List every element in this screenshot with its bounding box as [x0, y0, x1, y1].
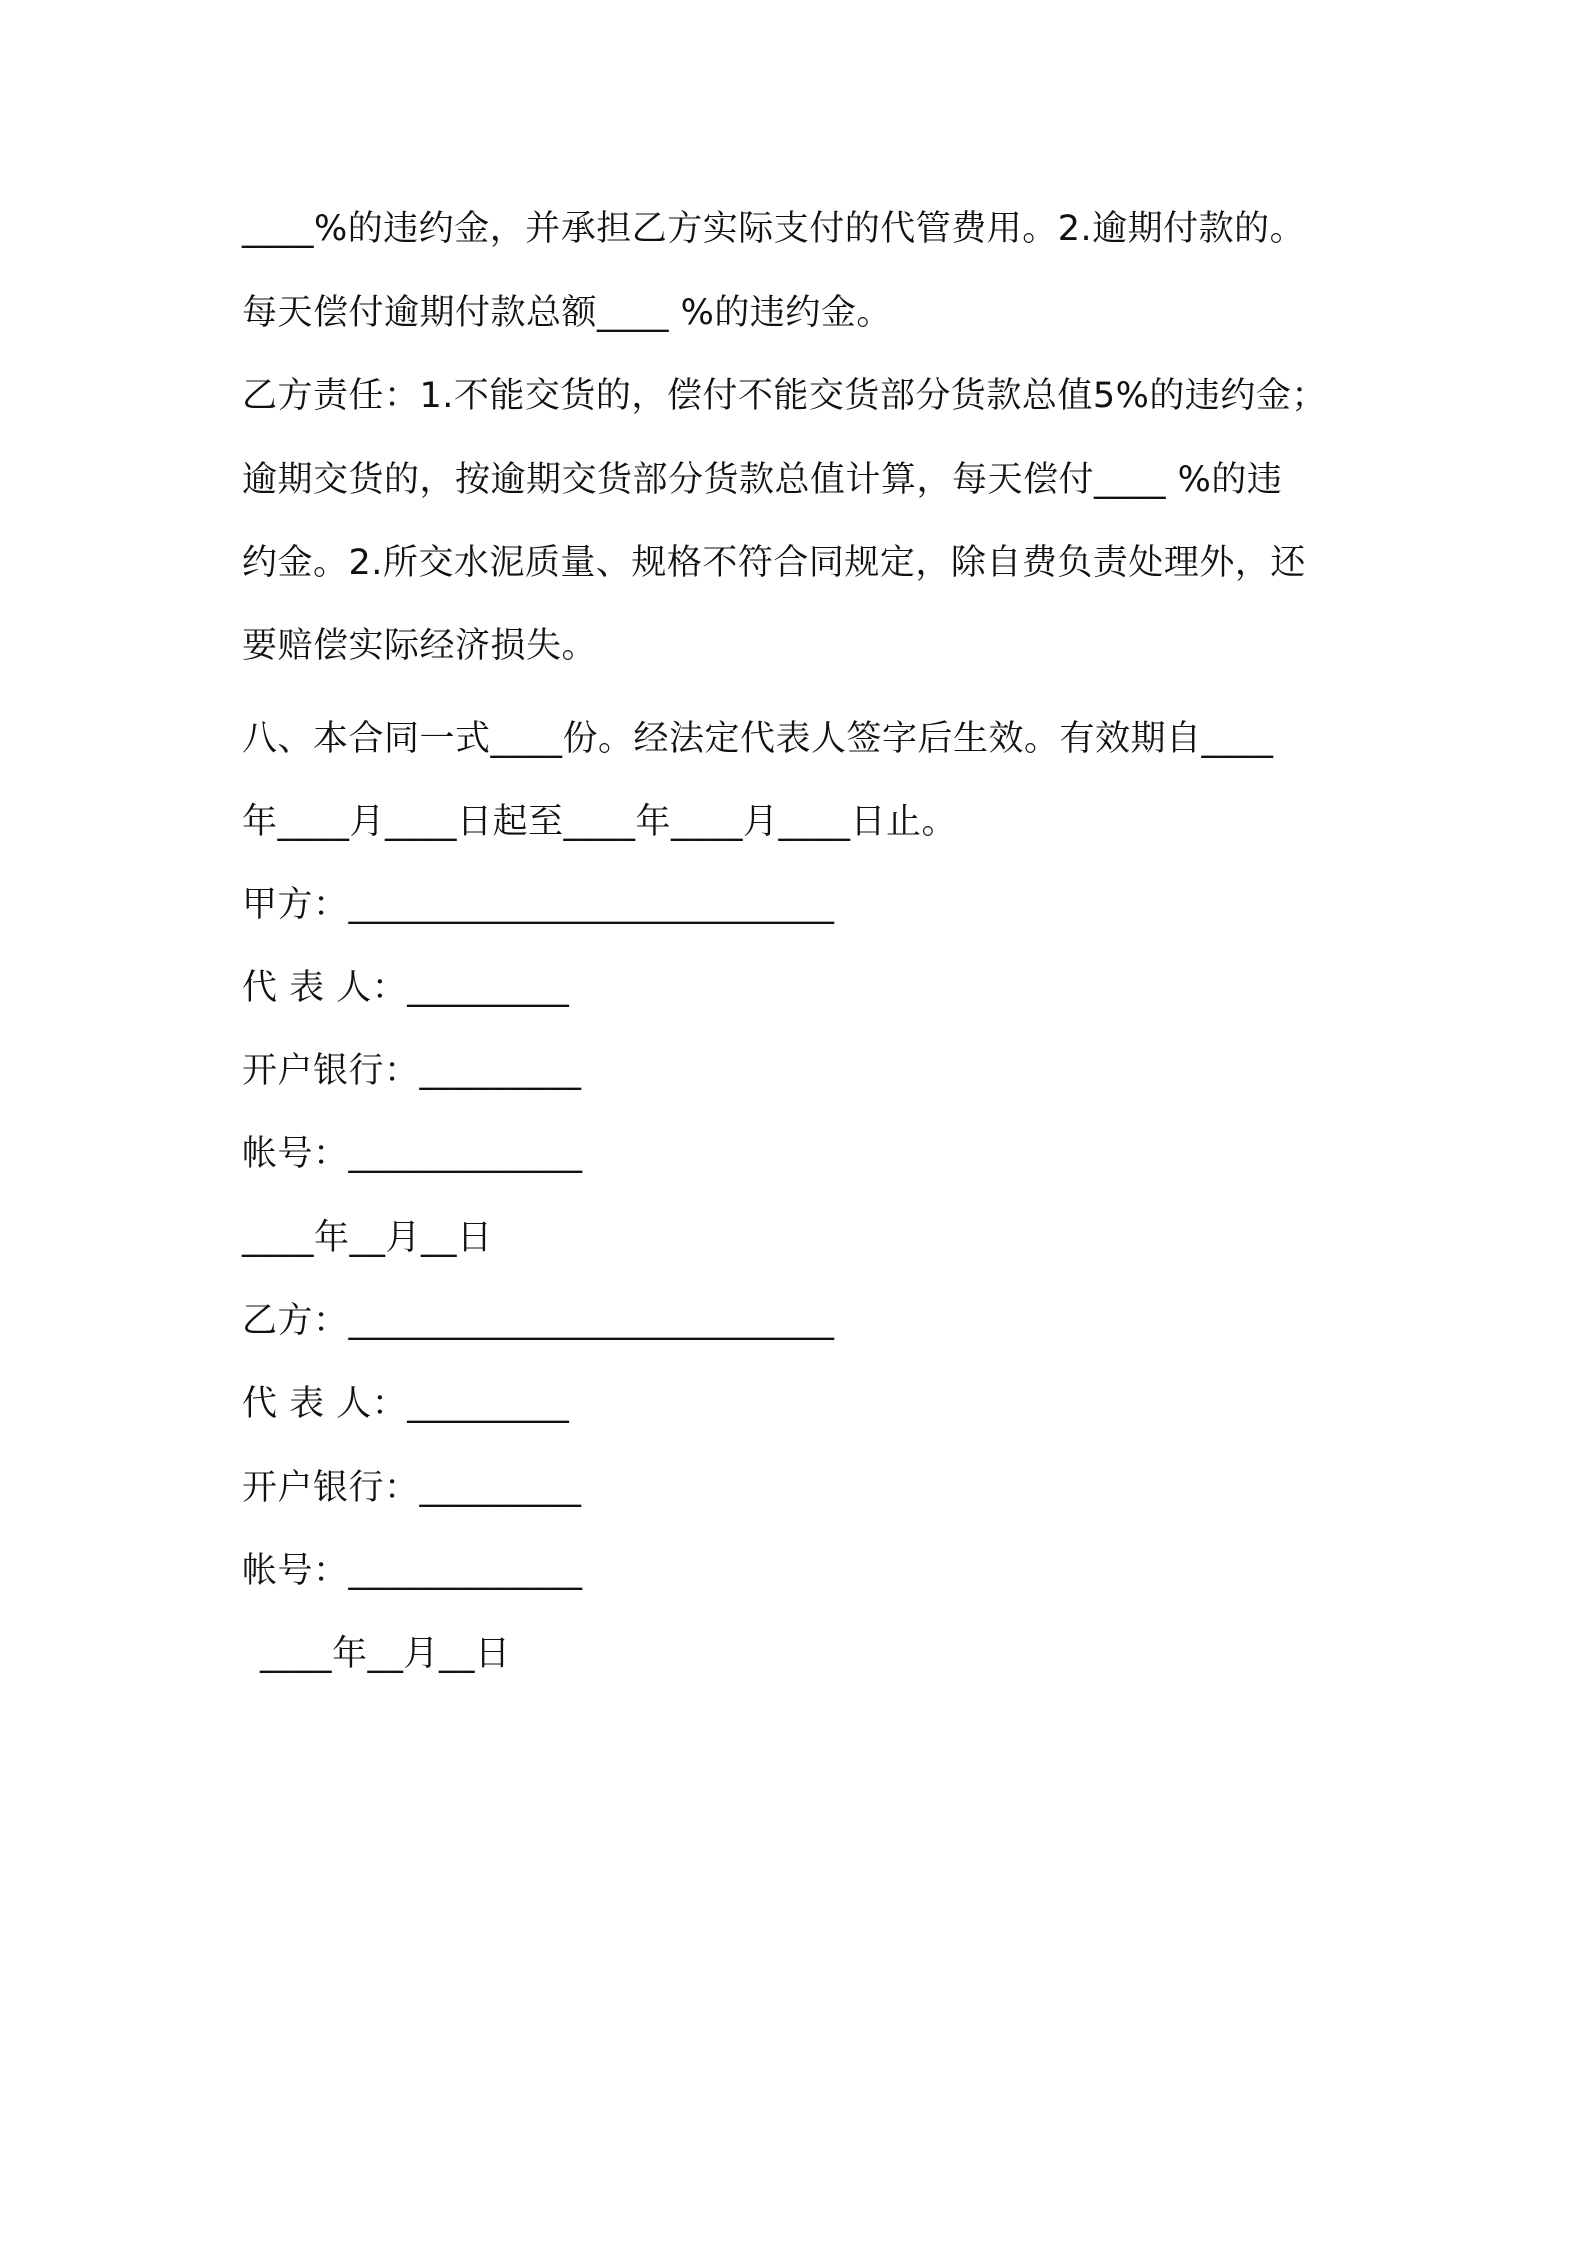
clause-text-line: ____%的违约金，并承担乙方实际支付的代管费用。2.逾期付款的。 — [242, 209, 1306, 249]
party-b-account-field: 帐号：_____________ — [242, 1551, 583, 1591]
clause-text-line: 乙方责任：1.不能交货的，偿付不能交货部分货款总值5%的违约金； — [242, 376, 1327, 416]
party-b-name-field: 乙方：___________________________ — [242, 1301, 835, 1341]
clause-text-line: 要赔偿实际经济损失。 — [242, 626, 598, 666]
party-b-bank-field: 开户银行：_________ — [242, 1468, 582, 1508]
party-a-representative-field: 代 表 人：_________ — [242, 968, 570, 1008]
party-a-account-field: 帐号：_____________ — [242, 1134, 583, 1174]
party-a-date-field: ____年__月__日 — [242, 1218, 493, 1258]
party-a-bank-field: 开户银行：_________ — [242, 1051, 582, 1091]
party-a-name-field: 甲方：___________________________ — [242, 885, 835, 925]
party-b-representative-field: 代 表 人：_________ — [242, 1384, 570, 1424]
party-b-date-field: ____年__月__日 — [260, 1634, 511, 1674]
clause-text-line: 每天偿付逾期付款总额____ %的违约金。 — [242, 293, 892, 333]
clause-text-line: 逾期交货的，按逾期交货部分货款总值计算，每天偿付____ %的违 — [242, 460, 1283, 500]
clause-text-line: 八、本合同一式____份。经法定代表人签字后生效。有效期自____ — [242, 719, 1274, 759]
clause-text-line: 年____月____日起至____年____月____日止。 — [242, 802, 958, 842]
clause-text-line: 约金。2.所交水泥质量、规格不符合同规定，除自费负责处理外，还 — [242, 543, 1306, 583]
